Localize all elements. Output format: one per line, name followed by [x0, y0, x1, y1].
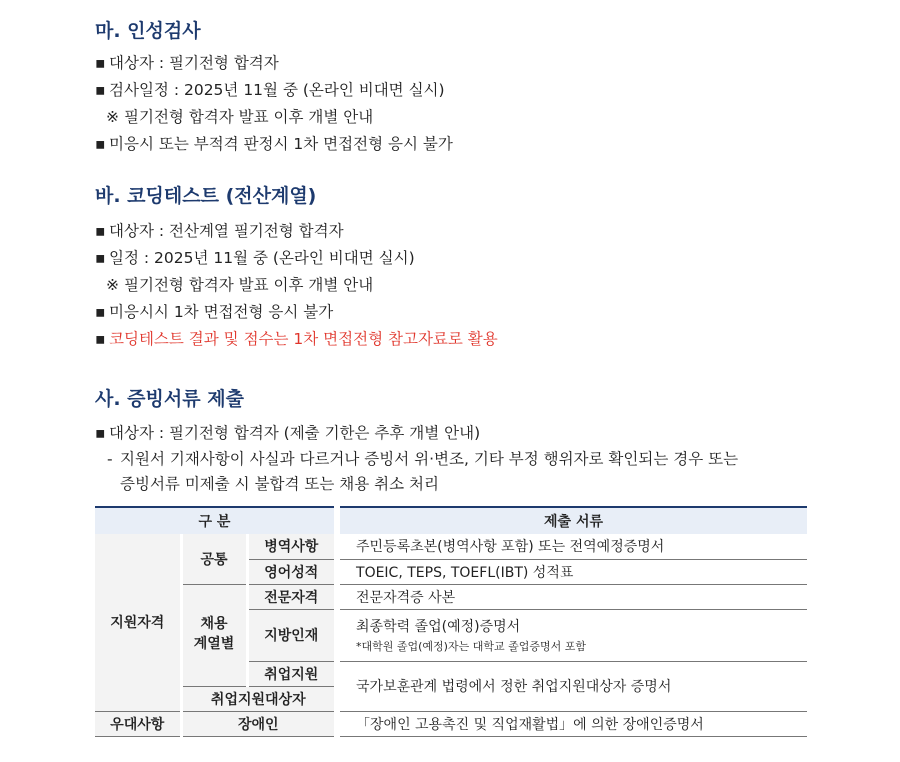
note-item	[106, 273, 373, 295]
bullet-icon: ▪	[95, 135, 106, 153]
dash-icon: -	[107, 450, 113, 468]
list-item	[95, 219, 344, 241]
list-item	[95, 51, 279, 73]
list-item	[95, 246, 415, 268]
row-label-employ-target: 취업지원대상자	[181, 686, 334, 711]
section-title-personality-test: 마. 인성검사	[95, 20, 201, 42]
dash-item	[107, 447, 738, 469]
note-text: 필기전형 합격자 발표 이후 개별 안내	[124, 276, 374, 294]
row-label-disabled: 장애인	[181, 711, 334, 736]
list-item-text: 일정 : 2025년 11월 중 (온라인 비대면 실시)	[109, 249, 415, 267]
note-item	[106, 105, 373, 127]
note-icon: ※	[106, 108, 119, 126]
bullet-icon: ▪	[95, 81, 106, 99]
section-title-documents: 사. 증빙서류 제출	[95, 388, 244, 410]
bullet-icon: ▪	[95, 424, 106, 442]
note-icon: ※	[106, 276, 119, 294]
section-title-coding-test: 바. 코딩테스트 (전산계열)	[95, 185, 317, 207]
bullet-icon: ▪	[95, 249, 106, 267]
list-item-text: 코딩테스트 결과 및 점수는 1차 면접전형 참고자료로 활용	[109, 330, 498, 348]
list-item-text: 미응시 또는 부적격 판정시 1차 면접전형 응시 불가	[109, 135, 453, 153]
row-label-language: 영어성적	[247, 559, 334, 584]
bullet-icon: ▪	[95, 330, 106, 348]
table-header-documents: 제출 서류	[340, 507, 807, 534]
row-label-military: 병역사항	[247, 534, 334, 559]
row-doc-language: TOEIC, TEPS, TOEFL(IBT) 성적표	[340, 559, 807, 584]
note-text: 필기전형 합격자 발표 이후 개별 안내	[124, 108, 374, 126]
bullet-icon: ▪	[95, 222, 106, 240]
list-item-highlight	[95, 327, 498, 349]
documents-table	[95, 506, 807, 737]
row-label-expert: 전문자격	[247, 584, 334, 609]
bullet-icon: ▪	[95, 303, 106, 321]
bullet-icon: ▪	[95, 54, 106, 72]
row-doc-military: 주민등록초본(병역사항 포함) 또는 전역예정증명서	[340, 534, 807, 559]
list-item	[95, 132, 453, 154]
row-doc-local	[340, 609, 807, 661]
row-doc-employ-support: 국가보훈관계 법령에서 정한 취업지원대상자 증명서	[340, 661, 807, 711]
row-label-local: 지방인재	[247, 609, 334, 661]
row-doc-disabled: 「장애인 고용촉진 및 직업재활법」에 의한 장애인증명서	[340, 711, 807, 736]
group-preference: 우대사항	[95, 711, 181, 736]
list-item-text: 대상자 : 필기전형 합격자	[109, 54, 279, 72]
row-doc-expert: 전문자격증 사본	[340, 584, 807, 609]
dash-item-continuation: 증빙서류 미제출 시 불합격 또는 채용 취소 처리	[120, 475, 439, 493]
row-doc-local-text: 최종학력 졸업(예정)증명서	[356, 619, 521, 635]
list-item-text: 검사일정 : 2025년 11월 중 (온라인 비대면 실시)	[109, 81, 445, 99]
list-item	[95, 300, 333, 322]
table-header-category: 구 분	[95, 507, 334, 534]
subgroup-common: 공통	[181, 534, 247, 584]
row-doc-local-note: *대학원 졸업(예정)자는 대학교 졸업증명서 포함	[356, 640, 586, 653]
row-label-employ-support: 취업지원	[247, 661, 334, 686]
list-item	[95, 421, 480, 443]
dash-item-text: 지원서 기재사항이 사실과 다르거나 증빙서 위·변조, 기타 부정 행위자로 확인되는 경우 또는	[120, 450, 739, 468]
subgroup-field: 채용 계열별	[181, 584, 247, 686]
list-item-text: 대상자 : 전산계열 필기전형 합격자	[109, 222, 344, 240]
list-item	[95, 78, 445, 100]
list-item-text: 미응시시 1차 면접전형 응시 불가	[109, 303, 334, 321]
list-item-text: 대상자 : 필기전형 합격자 (제출 기한은 추후 개별 안내)	[109, 424, 481, 442]
group-apply-qualification: 지원자격	[95, 534, 181, 711]
